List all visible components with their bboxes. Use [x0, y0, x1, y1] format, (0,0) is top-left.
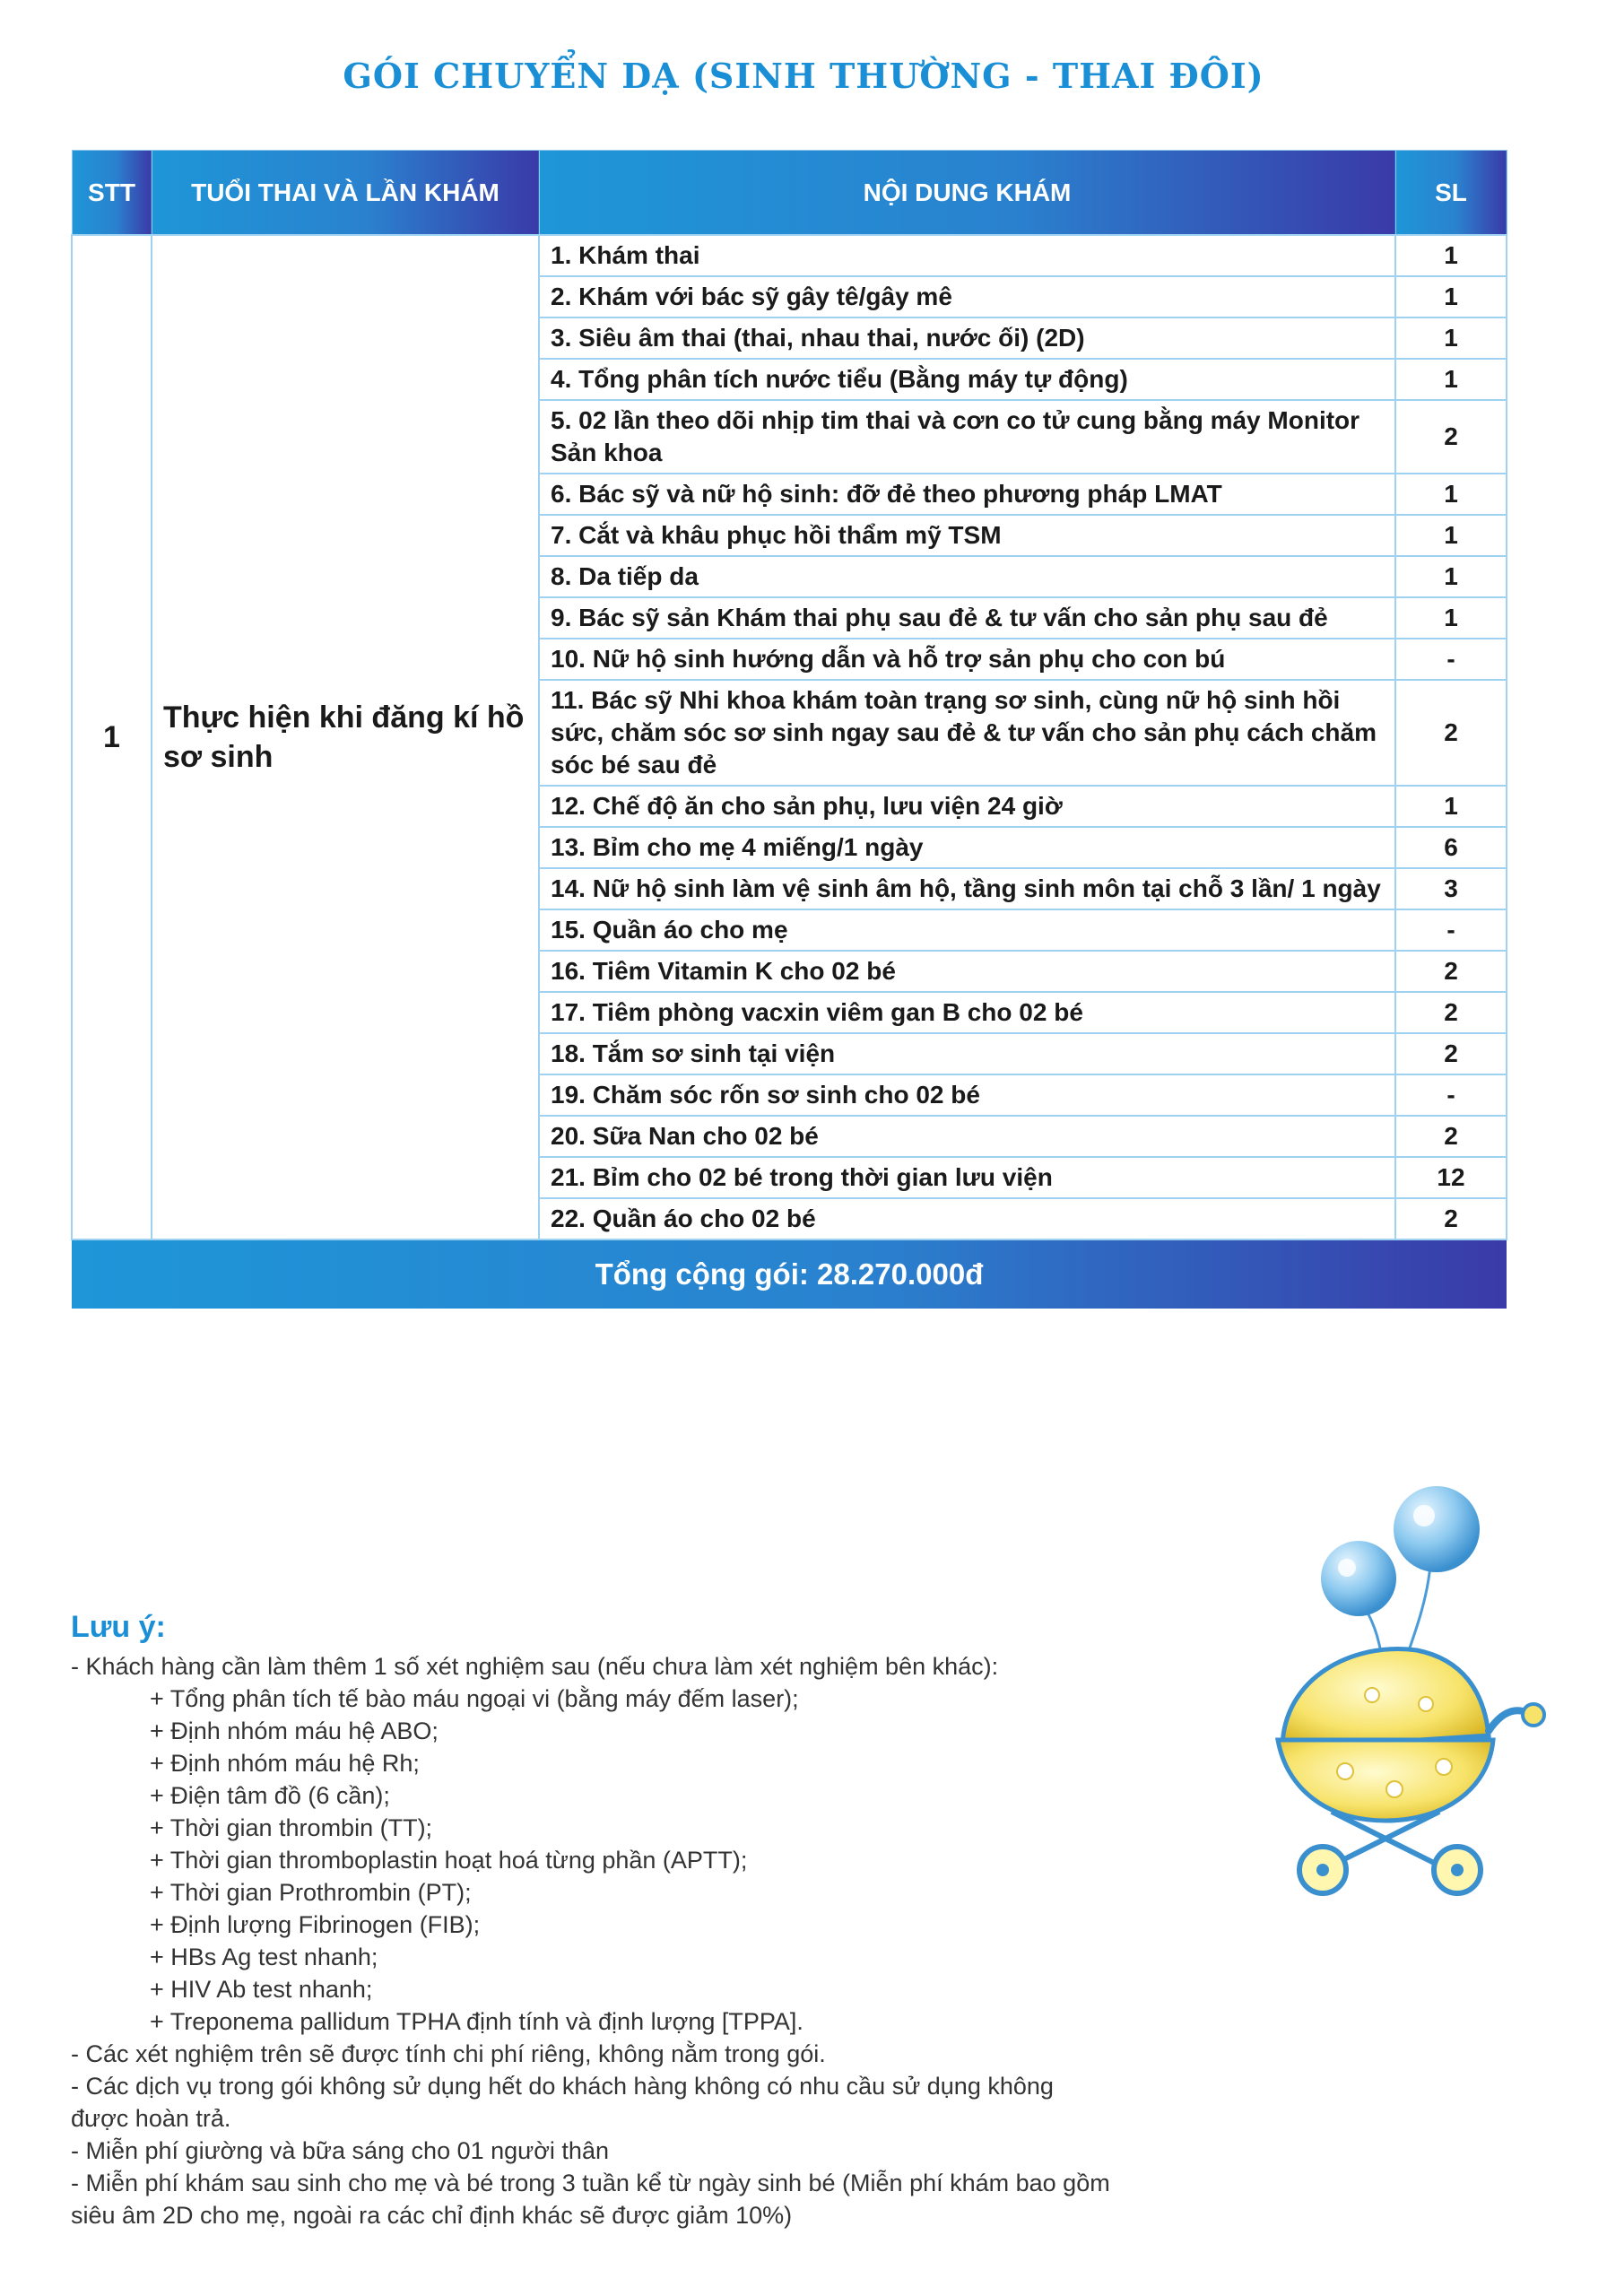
service-item: 22. Quần áo cho 02 bé [539, 1198, 1395, 1239]
service-item: 5. 02 lần theo dõi nhịp tim thai và cơn co tử cung bằng máy Monitor Sản khoa [539, 400, 1395, 474]
service-item: 17. Tiêm phòng vacxin viêm gan B cho 02 bé [539, 992, 1395, 1033]
note-line: + Định lượng Fibrinogen (FIB); [150, 1911, 481, 1938]
service-qty: 1 [1395, 317, 1507, 359]
service-qty: 1 [1395, 359, 1507, 400]
service-item: 16. Tiêm Vitamin K cho 02 bé [539, 951, 1395, 992]
note-line: siêu âm 2D cho mẹ, ngoài ra các chỉ định khác sẽ được giảm 10%) [71, 2202, 793, 2229]
stroller-with-balloons-icon [1247, 1480, 1556, 1901]
service-item: 9. Bác sỹ sản Khám thai phụ sau đẻ & tư vấn cho sản phụ sau đẻ [539, 597, 1395, 639]
note-line: + HIV Ab test nhanh; [150, 1976, 373, 2003]
service-qty: 3 [1395, 868, 1507, 909]
service-qty: - [1395, 639, 1507, 680]
row-stt: 1 [72, 235, 152, 1239]
service-qty: 6 [1395, 827, 1507, 868]
header-qty: SL [1395, 151, 1507, 236]
notes-section [71, 1610, 1237, 2231]
service-item: 13. Bỉm cho mẹ 4 miếng/1 ngày [539, 827, 1395, 868]
note-line: - Miễn phí khám sau sinh cho mẹ và bé trong 3 tuần kể từ ngày sinh bé (Miễn phí khám bao gồm [71, 2170, 1110, 2196]
header-stt: STT [72, 151, 152, 236]
service-qty: 2 [1395, 992, 1507, 1033]
service-item: 14. Nữ hộ sinh làm vệ sinh âm hộ, tầng sinh môn tại chỗ 3 lần/ 1 ngày [539, 868, 1395, 909]
header-content: NỘI DUNG KHÁM [539, 151, 1395, 236]
note-line: - Các dịch vụ trong gói không sử dụng hết do khách hàng không có nhu cầu sử dụng không [71, 2073, 1054, 2100]
service-item: 15. Quần áo cho mẹ [539, 909, 1395, 951]
service-qty: 1 [1395, 474, 1507, 515]
service-qty: - [1395, 909, 1507, 951]
package-table [71, 150, 1507, 1309]
note-line: + Định nhóm máu hệ ABO; [150, 1718, 439, 1744]
note-line: + Thời gian thrombin (TT); [150, 1814, 433, 1841]
notes-list [71, 1650, 1237, 2231]
service-item: 7. Cắt và khâu phục hồi thẩm mỹ TSM [539, 515, 1395, 556]
package-table-container [71, 150, 1506, 1309]
service-item: 4. Tổng phân tích nước tiểu (Bằng máy tự động) [539, 359, 1395, 400]
service-qty: 2 [1395, 1198, 1507, 1239]
note-line: + Thời gian Prothrombin (PT); [150, 1879, 472, 1906]
service-item: 12. Chế độ ăn cho sản phụ, lưu viện 24 giờ [539, 786, 1395, 827]
note-line: + Điện tâm đồ (6 cần); [150, 1782, 390, 1809]
service-qty: 1 [1395, 786, 1507, 827]
note-line: - Miễn phí giường và bữa sáng cho 01 người thân [71, 2137, 609, 2164]
service-qty: 12 [1395, 1157, 1507, 1198]
note-line: - Các xét nghiệm trên sẽ được tính chi phí riêng, không nằm trong gói. [71, 2040, 826, 2067]
table-body [72, 235, 1507, 1239]
total-price: Tổng cộng gói: 28.270.000đ [72, 1239, 1507, 1309]
notes-heading: Lưu ý: [71, 1610, 166, 1644]
note-line: + Treponema pallidum TPHA định tính và định lượng [TPPA]. [150, 2008, 804, 2035]
service-qty: 2 [1395, 680, 1507, 786]
service-item: 3. Siêu âm thai (thai, nhau thai, nước ối) (2D) [539, 317, 1395, 359]
service-item: 1. Khám thai [539, 235, 1395, 276]
service-item: 8. Da tiếp da [539, 556, 1395, 597]
service-qty: 1 [1395, 235, 1507, 276]
row-stage: Thực hiện khi đăng kí hồ sơ sinh [152, 235, 539, 1239]
total-row [72, 1239, 1507, 1309]
note-line: được hoàn trả. [71, 2105, 231, 2132]
header-stage: TUỔI THAI VÀ LẦN KHÁM [152, 151, 539, 236]
table-header-row [72, 151, 1507, 236]
table-row [72, 235, 1507, 276]
note-line: + Định nhóm máu hệ Rh; [150, 1750, 420, 1777]
note-line: + HBs Ag test nhanh; [150, 1944, 378, 1970]
service-item: 19. Chăm sóc rốn sơ sinh cho 02 bé [539, 1074, 1395, 1116]
service-qty: - [1395, 1074, 1507, 1116]
note-line: - Khách hàng cần làm thêm 1 số xét nghiệm sau (nếu chưa làm xét nghiệm bên khác): [71, 1653, 999, 1680]
service-item: 11. Bác sỹ Nhi khoa khám toàn trạng sơ sinh, cùng nữ hộ sinh hồi sức, chăm sóc sơ sinh ngay sau đẻ & tư vấn cho sản phụ cách chăm sóc bé sau đẻ [539, 680, 1395, 786]
note-line: + Tổng phân tích tế bào máu ngoại vi (bằng máy đếm laser); [150, 1685, 799, 1712]
page-title: GÓI CHUYỂN DẠ (SINH THƯỜNG - THAI ĐÔI) [343, 56, 1264, 96]
service-qty: 1 [1395, 556, 1507, 597]
service-qty: 2 [1395, 400, 1507, 474]
service-qty: 2 [1395, 951, 1507, 992]
service-qty: 2 [1395, 1033, 1507, 1074]
service-qty: 1 [1395, 276, 1507, 317]
service-item: 18. Tắm sơ sinh tại viện [539, 1033, 1395, 1074]
service-item: 6. Bác sỹ và nữ hộ sinh: đỡ đẻ theo phương pháp LMAT [539, 474, 1395, 515]
service-item: 10. Nữ hộ sinh hướng dẫn và hỗ trợ sản phụ cho con bú [539, 639, 1395, 680]
service-item: 21. Bỉm cho 02 bé trong thời gian lưu viện [539, 1157, 1395, 1198]
note-line: + Thời gian thromboplastin hoạt hoá từng phần (APTT); [150, 1847, 748, 1874]
service-item: 20. Sữa Nan cho 02 bé [539, 1116, 1395, 1157]
service-qty: 2 [1395, 1116, 1507, 1157]
service-qty: 1 [1395, 515, 1507, 556]
service-item: 2. Khám với bác sỹ gây tê/gây mê [539, 276, 1395, 317]
service-qty: 1 [1395, 597, 1507, 639]
